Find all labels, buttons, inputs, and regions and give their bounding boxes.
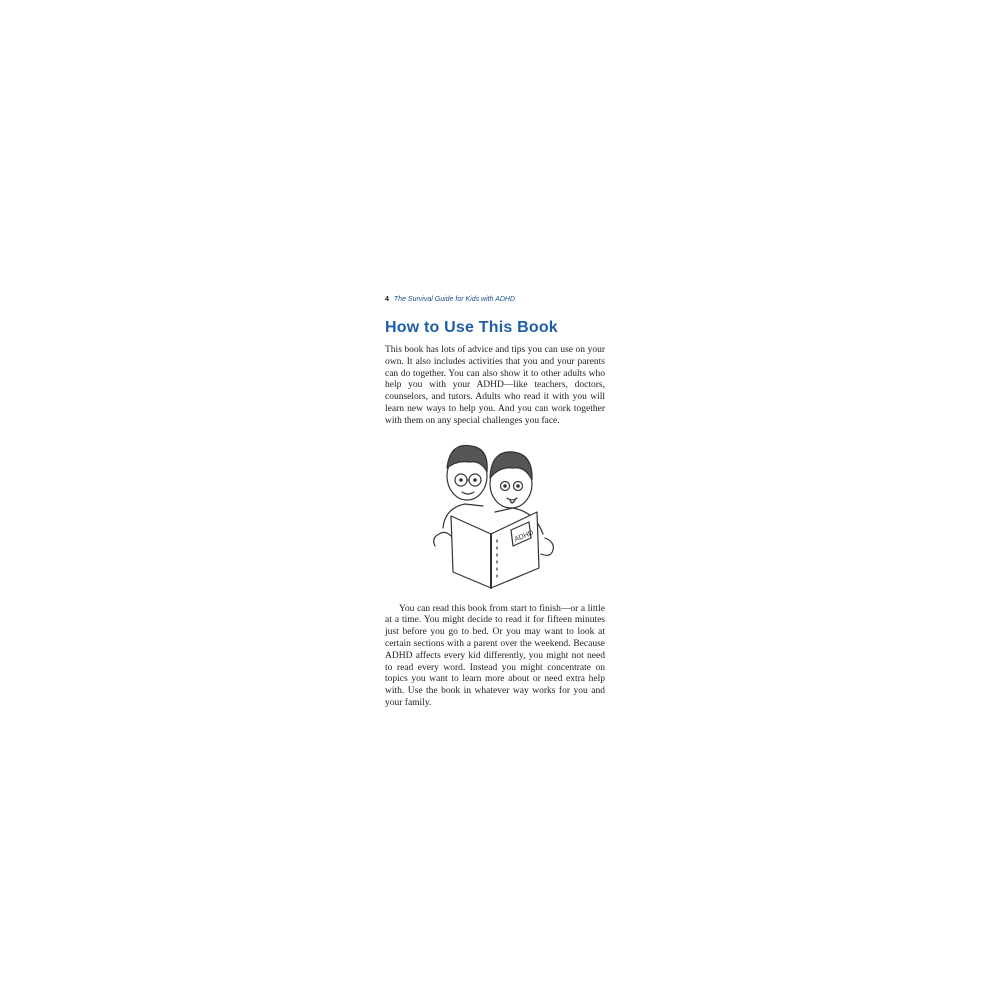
paragraph-intro: This book has lots of advice and tips you can use on your own. It also includes activities that you and your parents can do together. You can also show it to other adults who help you with your ADHD—like teachers, doctors, counselors, and tutors. Adults who read it with you will learn new ways to help you. And you can work together with them on any special challenges you face. [385, 345, 605, 426]
page-number: 4 [385, 296, 389, 303]
running-head [385, 294, 605, 306]
two-kids-reading-book-illustration [425, 438, 565, 590]
section-heading: How to Use This Book [385, 319, 558, 336]
paragraph-reading-tips: You can read this book from start to finish—or a little at a time. You might decide to read it for fifteen minutes just before you go to bed. Or you may want to look at certain sections with a parent over the weekend. Because ADHD affects every kid differently, you might not need to read every word. Instead you might concentrate on topics you want to learn more about or need extra help with. Use the book in whatever way works for you and your family. [385, 603, 605, 708]
running-head-title: The Survival Guide for Kids with ADHD [393, 296, 516, 303]
book-page [385, 294, 605, 710]
book-cover-text: ADHD [513, 529, 535, 544]
